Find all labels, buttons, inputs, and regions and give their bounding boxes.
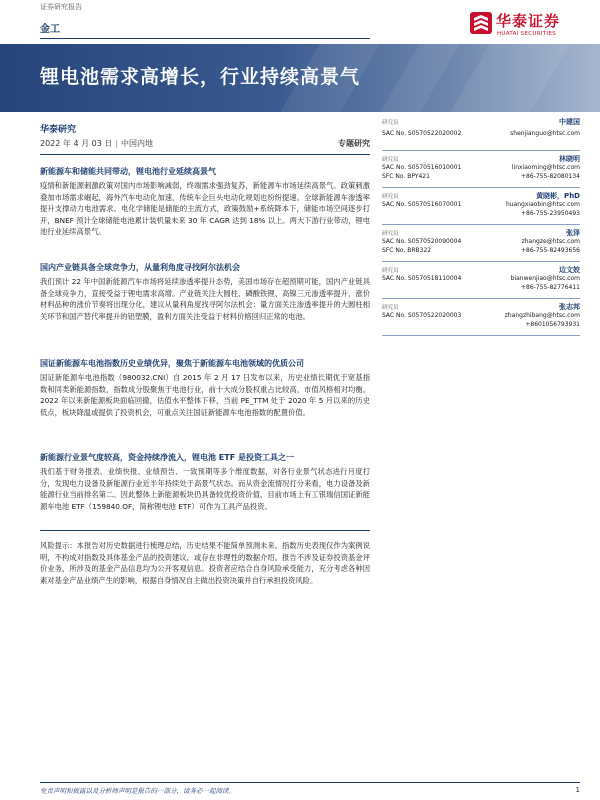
- header-divider: [40, 38, 370, 39]
- analyst-email[interactable]: zhangze@htsc.com: [521, 238, 580, 245]
- section-heading: 新能源行业景气度较高，资金持续净流入，锂电池 ETF 是投资工具之一: [40, 453, 294, 462]
- analyst-phone: +8601056793931: [525, 321, 580, 328]
- risk-disclosure: [40, 540, 370, 586]
- risk-text: 风险提示：本报告对历史数据进行梳理总结，历史结果不能简单预测未来。指数历史表现仅作为案例说明，不构成对指数及具体基金产品的投资建议，或存在非理性的数据介绍。报告不涉及证券投资基金评价业务，所涉及的基金产品信息均为公开客观信息。投资者应结合自身风险承受能力，充分考虑各种因素对基金产品业绩产生的影响，根据自身情况自主做出投资决策并自行承担投资风险。: [40, 541, 370, 585]
- analyst-phone: +86-755-82080134: [521, 173, 580, 180]
- report-title: 锂电池需求高增长，行业持续高景气: [40, 66, 361, 88]
- section-body: 我们基于财务报表、业绩快报、业绩预告、一致预期等多个维度数据，对各行业景气状态进行月度打分，发现电力设备及新能源行业近半年持续处于高景气状态。而从资金流情况打分来看，电力设备及新能源行业当前排名第二。因此整体上新能源板块仍具备较优投资价值，目前市场上有工银瑞信国证新能源车电池 ETF（159840.OF，简称锂电池 ETF）可作为工具产品投资。: [40, 467, 370, 511]
- section-4: [40, 452, 370, 512]
- banner-stripe: [380, 44, 459, 112]
- analyst-role: 研究员: [382, 120, 399, 126]
- analyst-name: 边文姣: [559, 266, 580, 274]
- analyst-sac: SAC No. S0570516070001: [382, 201, 462, 208]
- analyst-card: [382, 153, 580, 188]
- research-source: 华泰研究: [40, 125, 77, 135]
- section-body: 我们预计 22 年中国新能源汽车市场将延续渗透率提升态势，美国市场存在超预期可能，国内产业链具备全球竞争力，直接受益于锂电需求高增。产业链关注大圆柱、磷酸铁锂、高镍三元渗透率提升，涨价材料品种的涨价节奏将出现分化，建议从量利角度找寻阿尔法机会：量方面关注渗透率提升的大圆柱相关环节和国产替代率提升的铝塑膜，盈利方面关注受益于材料价格回归正常的电池。: [40, 277, 370, 321]
- footer-divider: [40, 782, 580, 783]
- logo-text-cn: 华泰证券: [496, 12, 561, 30]
- report-meta: [40, 138, 370, 152]
- logo-text-en: HUATAI SECURITIES: [497, 31, 556, 37]
- footer-disclaimer: 免责声明和披露以及分析师声明是报告的一部分，请务必一起阅读。: [40, 787, 235, 795]
- analyst-sfc: SFC No. BRB322: [382, 247, 432, 254]
- banner-stripe: [450, 44, 569, 112]
- meta-separator: |: [115, 139, 119, 148]
- analyst-role: 研究员: [382, 268, 399, 274]
- analyst-card: [382, 227, 580, 262]
- analyst-sac: SAC No. S0570522020002: [382, 130, 462, 137]
- analyst-email[interactable]: zhangzhibang@htsc.com: [504, 312, 580, 319]
- analyst-email[interactable]: shenjianguo@htsc.com: [510, 130, 580, 137]
- meta-divider: [40, 154, 370, 155]
- analyst-card: [382, 301, 580, 336]
- page-number: 1: [575, 786, 580, 794]
- section-heading: 国内产业链具备全球竞争力，从量利角度寻找阿尔法机会: [40, 263, 240, 272]
- analyst-card: [382, 116, 580, 151]
- report-date: 2022 年 4 月 03 日: [40, 139, 113, 148]
- analyst-phone: +86-755-82776411: [521, 284, 580, 291]
- analyst-phone: +86-755-82493656: [521, 247, 580, 254]
- section-heading: 国证新能源车电池指数历史业绩优异，聚焦于新能源车电池领域的优质公司: [40, 359, 304, 368]
- analyst-email[interactable]: linxiaoming@htsc.com: [511, 164, 580, 171]
- doc-type-label: 证券研究报告: [40, 3, 82, 11]
- analyst-email[interactable]: huangxiaobin@htsc.com: [505, 201, 580, 208]
- analyst-role: 研究员: [382, 231, 399, 237]
- section-1: [40, 166, 370, 238]
- analyst-role: 研究员: [382, 194, 399, 200]
- section-3: [40, 358, 370, 418]
- report-region: 中国内地: [121, 139, 154, 148]
- analyst-name: 中建国: [559, 118, 580, 126]
- analyst-role: 研究员: [382, 157, 399, 163]
- analyst-sfc: SFC No. BPY421: [382, 173, 430, 180]
- title-banner: [0, 44, 600, 112]
- analyst-card: [382, 190, 580, 225]
- huatai-logo-icon: [470, 12, 492, 34]
- analyst-card: [382, 264, 580, 299]
- analyst-sac: SAC No. S0570518110004: [382, 275, 462, 282]
- section-heading: 新能源车和储能共同带动，锂电池行业延续高景气: [40, 167, 216, 176]
- section-2: [40, 262, 370, 322]
- analyst-name: 张泽: [566, 229, 580, 237]
- brand-logo: [470, 10, 580, 46]
- risk-divider: [40, 530, 370, 531]
- analyst-sac: SAC No. S0570516010001: [382, 164, 462, 171]
- sector-label: 金工: [40, 24, 60, 35]
- section-body: 疫情和新能源刺激政策对国内市场影响减弱，终端需求强劲复苏，新能源车市场延续高景气。政策刺激叠加市场需求崛起，海外汽车电动化加速，传统车企巨头电动化规划也纷纷提速。全球新能源车渗透率提升支撑动力电池需求。电化学储能是储能的主流方式，政策鼓励+系统降本下，储能市场空间逐步打开，BNEF 预计全球储能电池累计装机量未来 30 年 CAGR 达到 18% 以上。两大下游行业带动，锂电池行业延续高景气。: [40, 181, 370, 236]
- analyst-name: 黄晓彬，PhD: [536, 192, 580, 200]
- analyst-sac: SAC No. S0570522020003: [382, 312, 462, 319]
- analyst-role: 研究员: [382, 305, 399, 311]
- analyst-phone: +86-755-23950493: [521, 210, 580, 217]
- analyst-name: 林晓明: [559, 155, 580, 163]
- analyst-name: 张志邦: [559, 303, 580, 311]
- report-type: 专题研究: [338, 139, 370, 148]
- analyst-panel: [382, 116, 580, 338]
- analyst-sac: SAC No. S0570520090004: [382, 238, 462, 245]
- analyst-email[interactable]: bianwenjiao@htsc.com: [510, 275, 580, 282]
- section-body: 国证新能源车电池指数（980032.CNI）自 2015 年 2 月 17 日发布以来，历史业绩长期优于宽基指数和同类新能源指数，指数成分股聚焦于电池行业，前十大成分股权重占比较高，市值风格相对均衡。2022 年以来新能源板块面临回撤，估值水平整体下移，当前 PE_TTM 处于 2020 年 5 月以来的历史低点，板块降温或提供了投资机会，可重点关注国证新能源车电池指数的配置价值。: [40, 373, 370, 417]
